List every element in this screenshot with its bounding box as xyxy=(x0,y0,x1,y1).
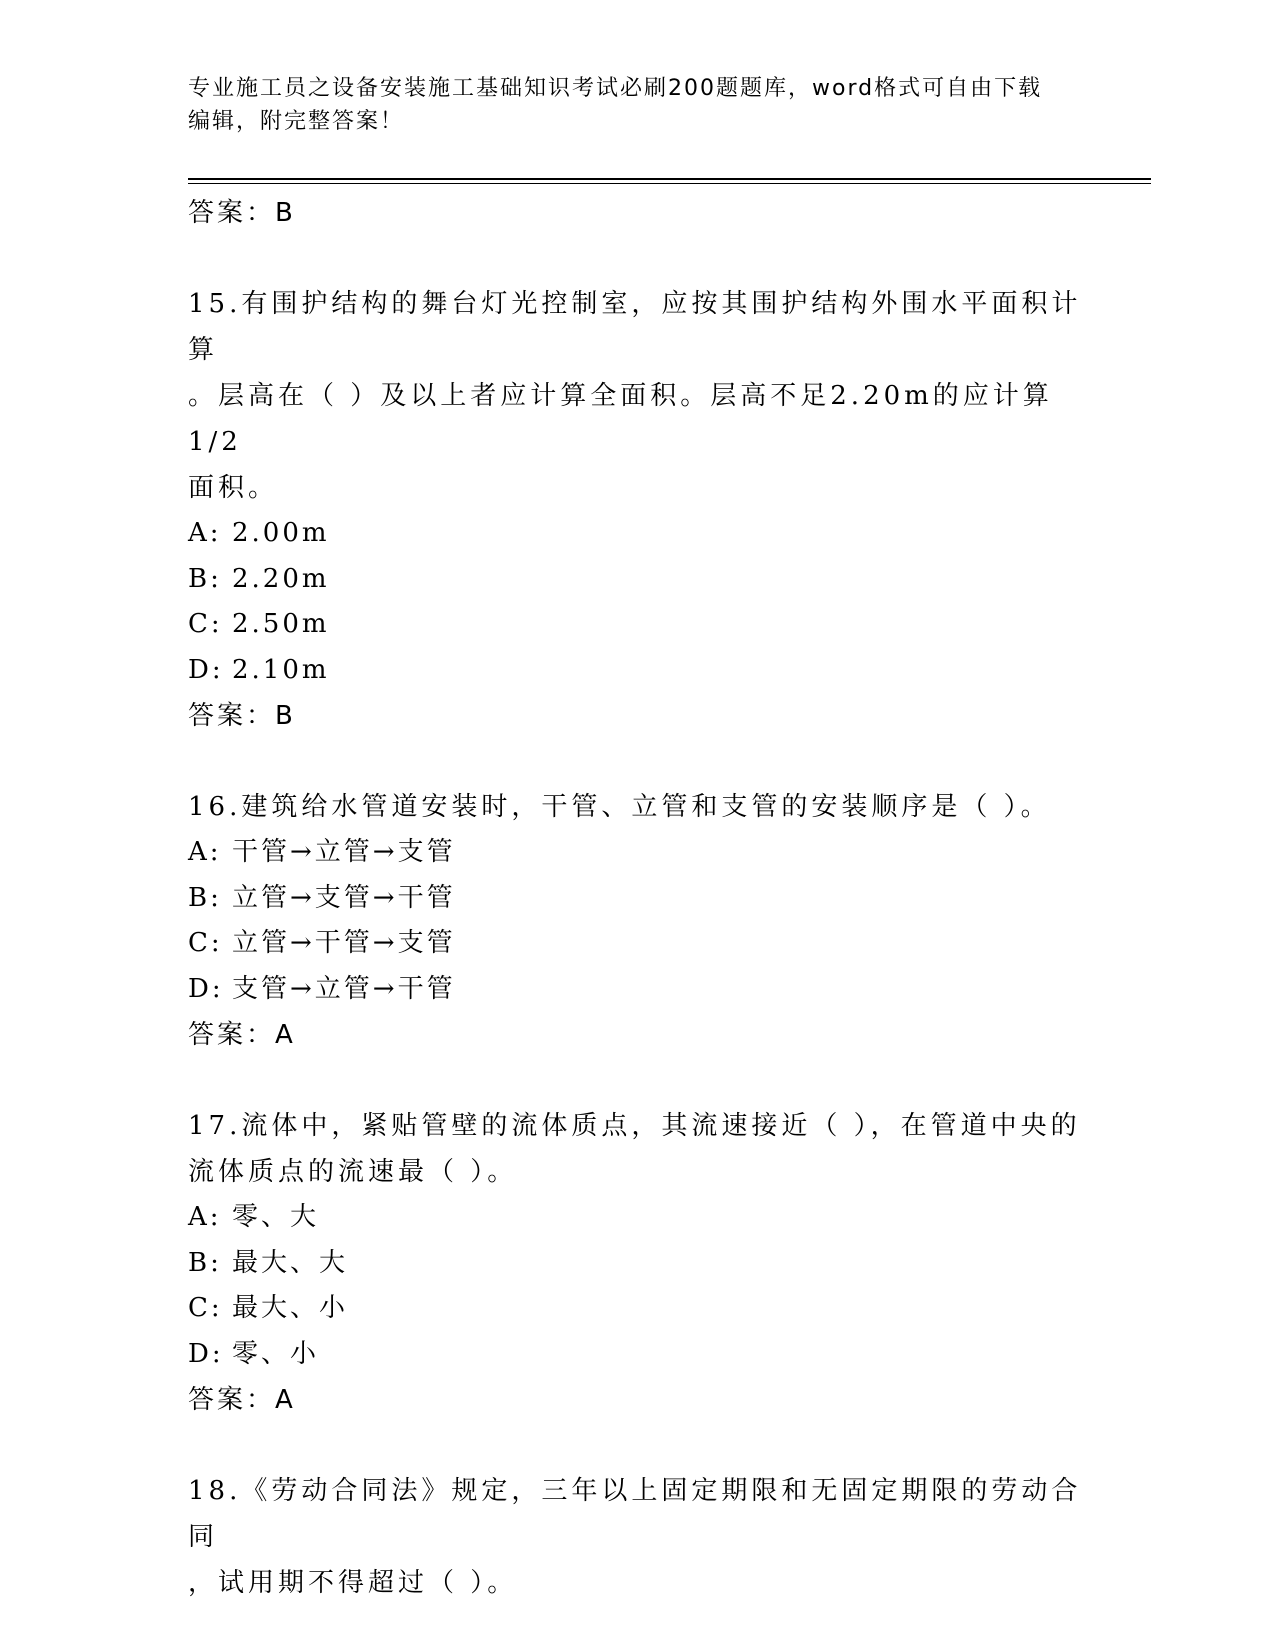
option-letter: A: xyxy=(188,1202,222,1232)
question-17 xyxy=(188,1103,1088,1423)
option-letter: C: xyxy=(188,1293,223,1323)
option-b xyxy=(188,1241,1088,1287)
option-text: 立管→干管→支管 xyxy=(232,928,456,958)
option-d xyxy=(188,1332,1088,1378)
question-16 xyxy=(188,784,1088,1058)
option-letter: A: xyxy=(188,837,222,867)
option-a xyxy=(188,830,1088,876)
option-letter: D: xyxy=(188,654,224,685)
option-letter: B: xyxy=(188,563,222,594)
option-letter: A: xyxy=(188,518,222,548)
option-b xyxy=(188,876,1088,922)
header-divider-thick xyxy=(188,178,1151,180)
option-text: 零、大 xyxy=(232,1202,320,1232)
option-letter: B: xyxy=(188,1247,222,1278)
option-d xyxy=(188,648,1088,694)
question-18 xyxy=(188,1468,1088,1606)
header-line-2: 编辑，附完整答案！ xyxy=(188,109,405,134)
option-letter: B: xyxy=(188,882,222,913)
question-17-line-1: 17.流体中，紧贴管壁的流体质点，其流速接近（ ），在管道中央的 xyxy=(188,1111,1081,1141)
option-b xyxy=(188,557,1088,603)
question-18-line-2: ，试用期不得超过（ ）。 xyxy=(188,1568,518,1598)
question-15 xyxy=(188,281,1088,739)
option-text: 支管→立管→干管 xyxy=(232,973,456,1004)
option-c xyxy=(188,921,1088,967)
option-text: 2.20m xyxy=(232,563,330,594)
answer-16: 答案：A xyxy=(188,1020,296,1050)
option-c xyxy=(188,1286,1088,1332)
option-d xyxy=(188,967,1088,1013)
question-list xyxy=(188,190,1088,1606)
option-a xyxy=(188,1195,1088,1241)
option-text: 零、小 xyxy=(232,1338,320,1369)
option-letter: C: xyxy=(188,928,223,958)
option-letter: D: xyxy=(188,1338,224,1369)
option-text: 最大、小 xyxy=(232,1293,349,1323)
answer-17: 答案：A xyxy=(188,1385,296,1415)
question-15-line-2: 。层高在（ ）及以上者应计算全面积。层高不足2.20m的应计算1/2 xyxy=(188,381,1053,457)
header-line-1: 专业施工员之设备安装施工基础知识考试必刷200题题库，word格式可自由下载 xyxy=(188,76,1043,101)
option-text: 干管→立管→支管 xyxy=(232,837,456,867)
header-divider-thin xyxy=(188,183,1151,184)
question-18-line-1: 18.《劳动合同法》规定，三年以上固定期限和无固定期限的劳动合同 xyxy=(188,1476,1082,1552)
option-text: 2.50m xyxy=(232,609,330,639)
option-a xyxy=(188,511,1088,557)
answer-prev: 答案：B xyxy=(188,198,296,228)
question-15-line-1: 15.有围护结构的舞台灯光控制室，应按其围护结构外围水平面积计算 xyxy=(188,289,1082,365)
answer-15: 答案：B xyxy=(188,701,296,731)
option-text: 立管→支管→干管 xyxy=(232,882,456,913)
option-c xyxy=(188,602,1088,648)
option-letter: D: xyxy=(188,973,224,1004)
question-15-line-3: 面积。 xyxy=(188,473,279,503)
question-17-line-2: 流体质点的流速最（ ）。 xyxy=(188,1157,518,1187)
option-text: 2.00m xyxy=(232,518,330,548)
option-text: 最大、大 xyxy=(232,1247,349,1278)
option-letter: C: xyxy=(188,609,223,639)
question-16-line-1: 16.建筑给水管道安装时，干管、立管和支管的安装顺序是（ ）。 xyxy=(188,792,1051,822)
option-text: 2.10m xyxy=(232,654,330,685)
document-header xyxy=(188,72,1088,138)
